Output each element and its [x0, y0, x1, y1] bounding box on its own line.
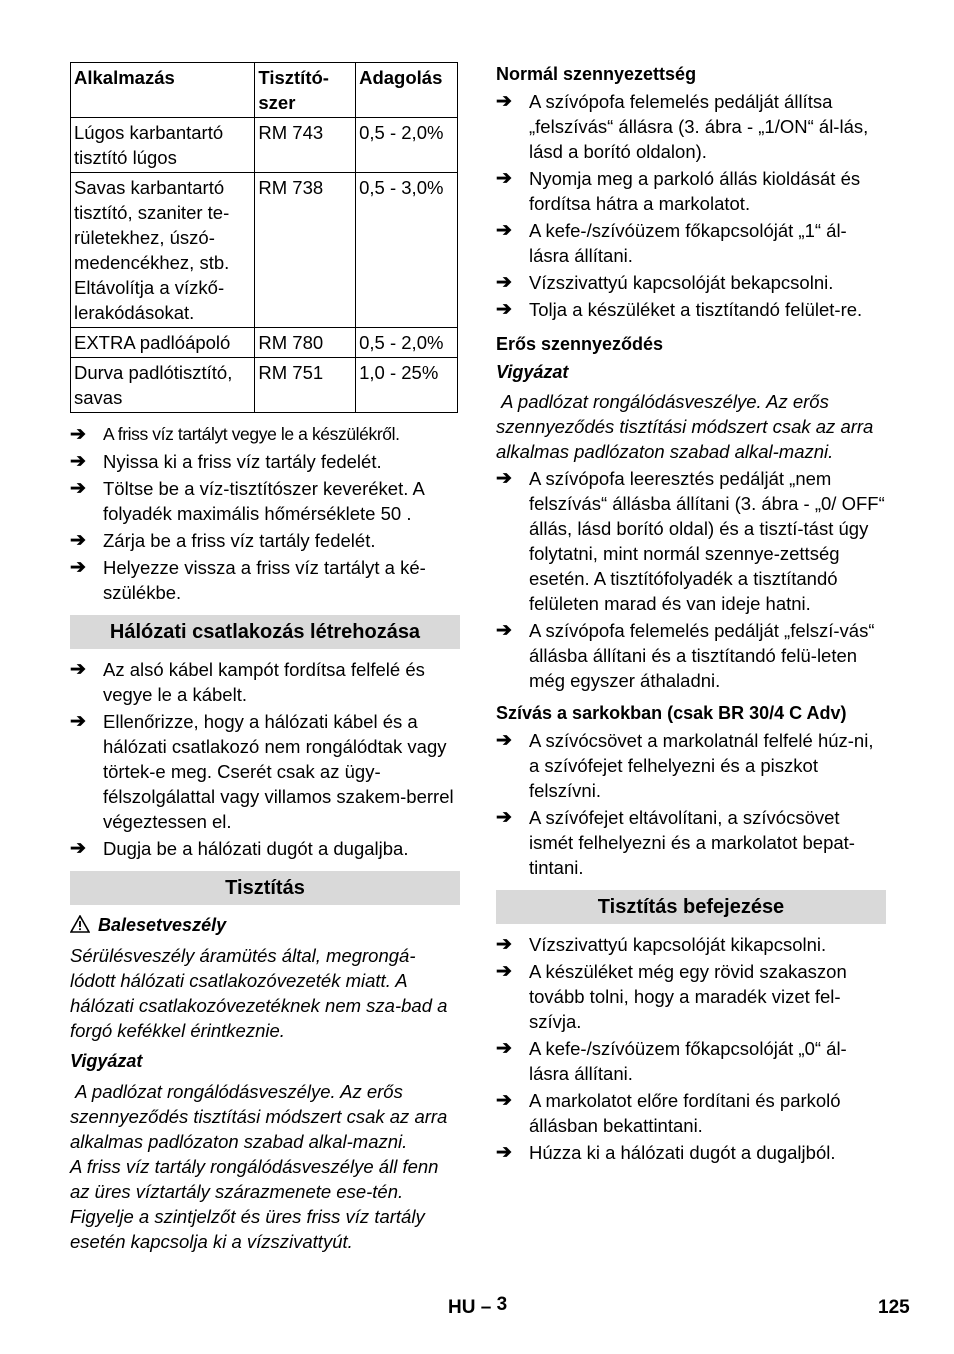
instruction-item: [496, 959, 886, 1034]
instruction-text: Tolja a készüléket a tisztítandó felület-re.: [529, 299, 863, 320]
arrow-right-icon: ➔: [496, 1038, 512, 1059]
arrow-right-icon: ➔: [70, 424, 86, 445]
corner-suction-heading: Szívás a sarkokban (csak BR 30/4 C Adv): [496, 703, 847, 723]
arrow-right-icon: ➔: [496, 168, 512, 189]
instruction-text: A szívócsövet a markolatnál felfelé húz-ni, a szívófejet felhelyezni és a piszkot felszívni.: [529, 730, 874, 801]
danger-heading: [70, 913, 460, 938]
table-cell: EXTRA padlóápoló: [71, 328, 255, 358]
section-heading-finish: Tisztítás befejezése: [496, 890, 886, 924]
footer-section-label: [448, 1294, 508, 1319]
instruction-item: [70, 422, 460, 447]
instruction-text: Nyomja meg a parkoló állás kioldását és fordítsa hátra a markolatot.: [529, 168, 861, 214]
arrow-right-icon: ➔: [70, 557, 86, 578]
caution-heading: Vigyázat: [496, 362, 569, 382]
instruction-item: [496, 1088, 886, 1138]
footer-dash: –: [480, 1297, 492, 1318]
table-header: Tisztító-szer: [255, 63, 356, 118]
table-cell: Lúgos karbantartó tisztító lúgos: [71, 118, 255, 173]
instruction-item: [496, 1036, 886, 1086]
arrow-right-icon: ➔: [496, 272, 512, 293]
arrow-right-icon: ➔: [70, 530, 86, 551]
table-cell: RM 751: [255, 358, 356, 413]
arrow-right-icon: ➔: [496, 468, 512, 489]
arrow-right-icon: ➔: [496, 1090, 512, 1111]
instruction-text: Vízszivattyú kapcsolóját bekapcsolni.: [529, 272, 834, 293]
instruction-item: [70, 555, 460, 605]
instruction-text: A szívópofa leeresztés pedálját „nem felszívás“ állásba állítani (3. ábra - „0/ OFF“ állás, lásd borító oldal) és a tisztí-tást úgy folytatni, mint normál szennye-zettség esetén. A tisztítófolyadék a tisztítandó felületen marad és van ideje hatni.: [529, 468, 885, 614]
instruction-item: [496, 618, 886, 693]
normal-dirt-heading: Normál szennyezettség: [496, 64, 697, 84]
danger-title: Balesetveszély: [98, 915, 227, 935]
table-cell: 0,5 - 3,0%: [356, 173, 458, 328]
caution-text: A padlózat rongálódásveszélye. Az erős szennyeződés tisztítási módszert csak az arra alkalmas padlózaton szabad alkal-mazni.: [70, 1081, 453, 1152]
arrow-right-icon: ➔: [70, 478, 86, 499]
arrow-right-icon: ➔: [70, 451, 86, 472]
instruction-item: [496, 89, 886, 164]
instruction-item: [496, 297, 886, 322]
footer-section-number: 3: [496, 1294, 508, 1315]
table-cell: 0,5 - 2,0%: [356, 328, 458, 358]
instruction-item: [496, 932, 886, 957]
instruction-text: Ellenőrizze, hogy a hálózati kábel és a hálózati csatlakozó nem rongálódtak vagy törtek-e meg. Cserét csak az ügy-félszolgálattal vagy villamos szakem-berrel végeztessen el.: [103, 711, 454, 832]
table-cell: 1,0 - 25%: [356, 358, 458, 413]
strong-dirt-heading: Erős szennyeződés: [496, 334, 664, 354]
arrow-right-icon: ➔: [496, 807, 512, 828]
table-cell: RM 738: [255, 173, 356, 328]
instruction-item: [70, 476, 460, 526]
instruction-text: A szívófejet eltávolítani, a szívócsövet ismét felhelyezni és a markolatot bepat-tintani.: [529, 807, 855, 878]
instruction-text: A kefe-/szívóüzem főkapcsolóját „1“ ál-lásra állítani.: [529, 220, 847, 266]
arrow-right-icon: ➔: [496, 934, 512, 955]
arrow-right-icon: ➔: [70, 659, 86, 680]
table-row: [71, 328, 458, 358]
instruction-item: [496, 270, 886, 295]
instruction-text: A készüléket még egy rövid szakaszon tovább tolni, hogy a maradék vizet fel-szívja.: [529, 961, 847, 1032]
left-column: [70, 62, 460, 1254]
instruction-text: A szívópofa felemelés pedálját „felszí-vás“ állásba állítani és a tisztítandó felü-leten még egyszer áthaladni.: [529, 620, 875, 691]
arrow-right-icon: ➔: [496, 299, 512, 320]
table-cell: Durva padlótisztító, savas: [71, 358, 255, 413]
footer-lang: HU: [448, 1297, 476, 1318]
instruction-item: [70, 449, 460, 474]
table-cell: Savas karbantartó tisztító, szaniter te-rületekhez, úszó-medencékhez, stb. Eltávolítja a vízkő-lerakódásokat.: [71, 173, 255, 328]
instruction-text: Helyezze vissza a friss víz tartályt a ké-szülékbe.: [103, 557, 426, 603]
cleaning-agents-table: [70, 62, 458, 413]
arrow-right-icon: ➔: [496, 961, 512, 982]
instruction-text: Dugja be a hálózati dugót a dugaljba.: [103, 838, 409, 859]
caution-text-tank: A friss víz tartály rongálódásveszélye áll fenn az üres víztartály szárazmenete ese-tén. Figyelje a szintjelzőt és üres friss víz tartály esetén kapcsolja ki a vízszivattyút.: [70, 1156, 439, 1252]
arrow-right-icon: ➔: [496, 620, 512, 641]
instruction-item: [496, 466, 886, 616]
instruction-text: A kefe-/szívóüzem főkapcsolóját „0“ ál-lásra állítani.: [529, 1038, 847, 1084]
caution-text: A padlózat rongálódásveszélye. Az erős szennyeződés tisztítási módszert csak az arra alkalmas padlózaton szabad alkal-mazni.: [496, 391, 879, 462]
right-column: [496, 62, 886, 1167]
instruction-text: A friss víz tartályt vegye le a készülékről.: [103, 424, 400, 444]
instruction-item: [70, 709, 460, 834]
instruction-text: Az alsó kábel kampót fordítsa felfelé és vegye le a kábelt.: [103, 659, 425, 705]
instruction-item: [70, 528, 460, 553]
instruction-item: [496, 1140, 886, 1165]
danger-text: Sérülésveszély áramütés által, megrongá-lódott hálózati csatlakozóvezeték miatt. A hálózati csatlakozóvezetéknek nem sza-bad a forgó kefékkel érintkeznie.: [70, 945, 448, 1041]
section-heading-cleaning: Tisztítás: [70, 871, 460, 905]
instruction-item: [496, 805, 886, 880]
table-header: Alkalmazás: [71, 63, 255, 118]
arrow-right-icon: ➔: [496, 91, 512, 112]
table-cell: RM 780: [255, 328, 356, 358]
arrow-right-icon: ➔: [496, 730, 512, 751]
instruction-item: [496, 728, 886, 803]
instruction-text: A szívópofa felemelés pedálját állítsa „felszívás“ állásra (3. ábra - „1/ON“ ál-lás, lásd a borító oldalon).: [529, 91, 869, 162]
instruction-text: Húzza ki a hálózati dugót a dugaljból.: [529, 1142, 836, 1163]
table-header-row: [71, 63, 458, 118]
instruction-item: [70, 836, 460, 861]
instruction-text: Zárja be a friss víz tartály fedelét.: [103, 530, 376, 551]
table-row: [71, 173, 458, 328]
table-row: [71, 358, 458, 413]
instruction-text: Nyissa ki a friss víz tartály fedelét.: [103, 451, 382, 472]
table-row: [71, 118, 458, 173]
arrow-right-icon: ➔: [496, 220, 512, 241]
table-cell: 0,5 - 2,0%: [356, 118, 458, 173]
arrow-right-icon: ➔: [70, 711, 86, 732]
instruction-item: [496, 166, 886, 216]
table-header: Adagolás: [356, 63, 458, 118]
instruction-text: Vízszivattyú kapcsolóját kikapcsolni.: [529, 934, 827, 955]
arrow-right-icon: ➔: [70, 838, 86, 859]
arrow-right-icon: ➔: [496, 1142, 512, 1163]
page-number: 125: [878, 1297, 910, 1318]
instruction-item: [496, 218, 886, 268]
section-heading-network: Hálózati csatlakozás létrehozása: [70, 615, 460, 649]
warning-triangle-icon: [70, 915, 90, 933]
table-cell: RM 743: [255, 118, 356, 173]
instruction-item: [70, 657, 460, 707]
instruction-text: Töltse be a víz-tisztítószer keveréket. A folyadék maximális hőmérséklete 50 .: [103, 478, 424, 524]
instruction-text: A markolatot előre fordítani és parkoló állásban bekattintani.: [529, 1090, 841, 1136]
caution-heading: Vigyázat: [70, 1051, 143, 1071]
